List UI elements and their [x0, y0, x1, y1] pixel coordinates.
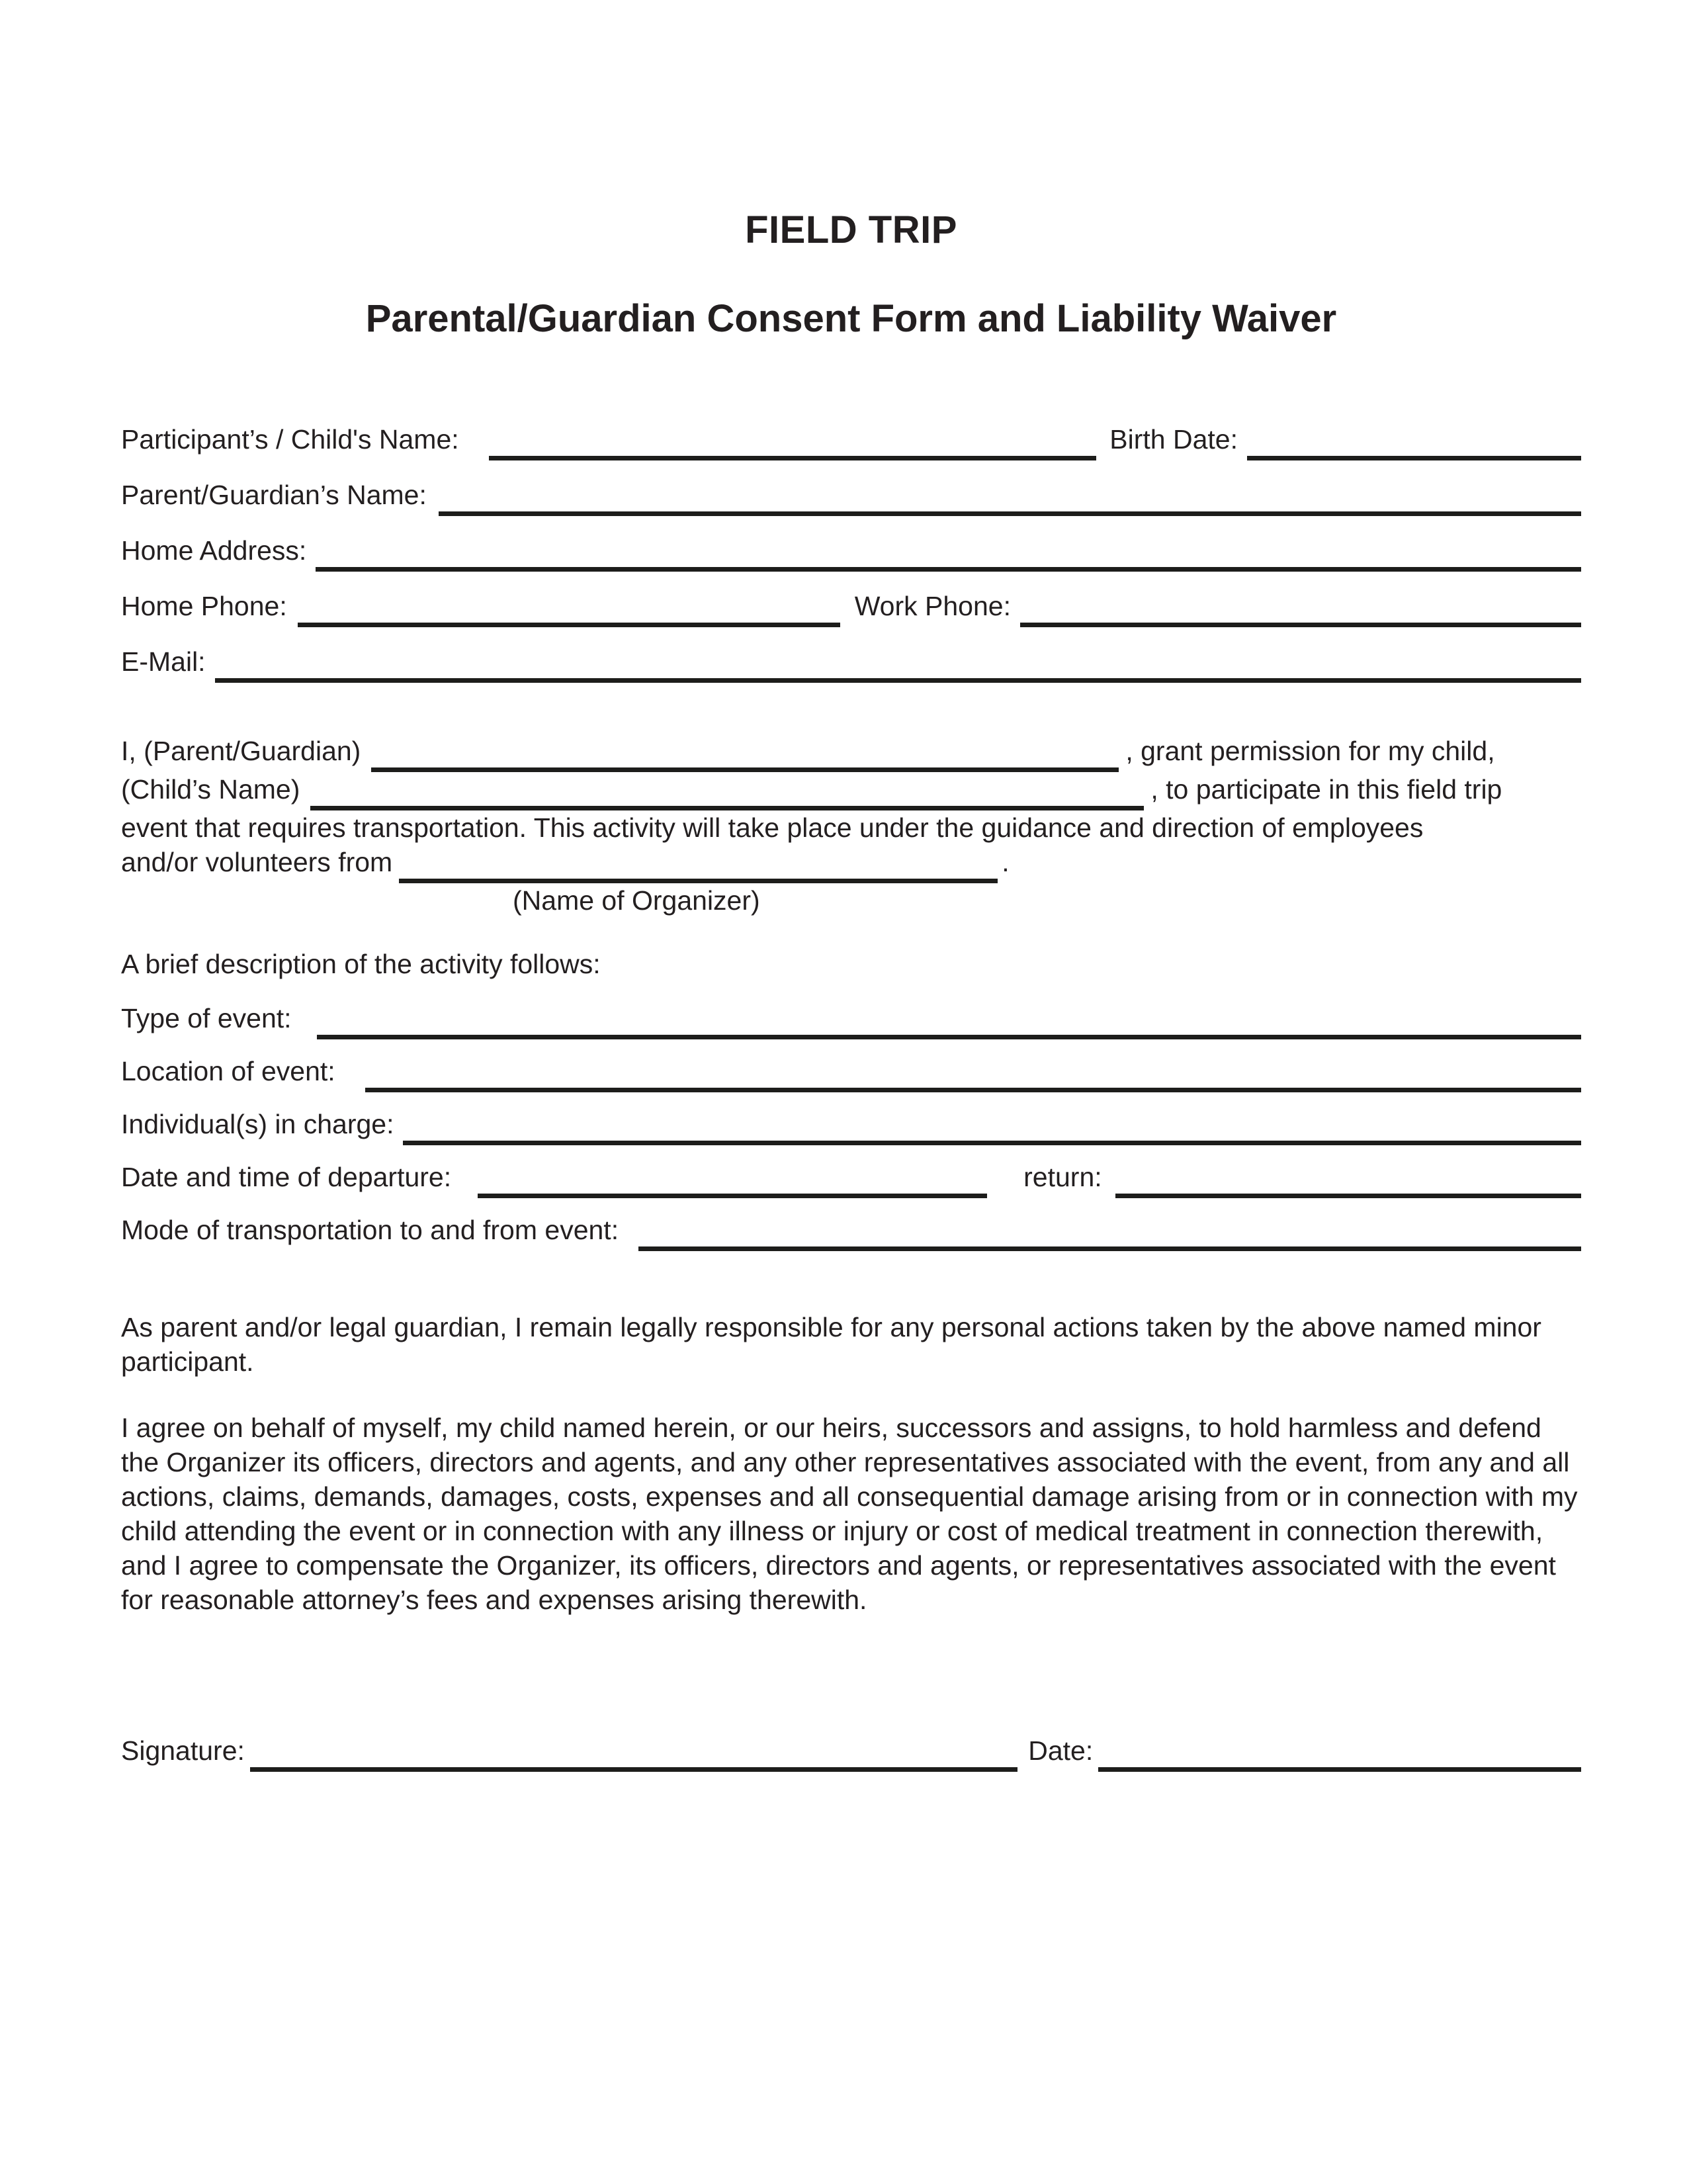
signature-row [121, 1723, 1581, 1778]
signature-label: Signature: [121, 1735, 245, 1766]
email-label: E-Mail: [121, 646, 206, 677]
date-label: Date: [1028, 1735, 1094, 1766]
permission-paragraph [121, 734, 1581, 918]
permission-line-1 [121, 734, 1581, 772]
individuals-in-charge-field[interactable] [403, 1141, 1581, 1145]
permission-line4-period: . [1002, 847, 1010, 877]
work-phone-label: Work Phone: [854, 591, 1011, 621]
home-phone-field[interactable] [298, 623, 840, 627]
home-phone-label: Home Phone: [121, 591, 287, 621]
signature-field[interactable] [250, 1767, 1017, 1772]
parent-name-row [121, 467, 1581, 523]
permission-line2-text-after: , to participate in this field trip [1150, 774, 1502, 805]
departure-return-row [121, 1151, 1581, 1203]
contact-fields-section [121, 412, 1581, 689]
birth-date-field[interactable] [1247, 456, 1581, 460]
email-field[interactable] [215, 678, 1581, 683]
participant-row [121, 412, 1581, 467]
form-subtitle: Parental/Guardian Consent Form and Liability Waiver [365, 297, 1337, 340]
date-field[interactable] [1098, 1767, 1581, 1772]
activity-fields-section [121, 992, 1581, 1256]
return-label: return: [1023, 1162, 1102, 1192]
permission-line-2 [121, 772, 1581, 810]
permission-line2-text: (Child’s Name) [121, 774, 300, 805]
child-name-blank[interactable] [310, 806, 1144, 810]
phones-row [121, 578, 1581, 634]
participant-name-label: Participant’s / Child's Name: [121, 424, 459, 455]
location-row [121, 1045, 1581, 1098]
type-of-event-label: Type of event: [121, 1003, 292, 1033]
permission-line1-text-after: , grant permission for my child, [1125, 736, 1495, 766]
guardian-name-blank[interactable] [371, 767, 1119, 772]
return-field[interactable] [1115, 1194, 1581, 1198]
home-address-row [121, 523, 1581, 578]
permission-line-3: event that requires transportation. This activity will take place under the guidance and direction of employees [121, 812, 1424, 843]
participant-name-field[interactable] [489, 456, 1097, 460]
location-field[interactable] [365, 1088, 1581, 1092]
transport-field[interactable] [638, 1246, 1581, 1251]
activity-intro: A brief description of the activity follows: [121, 949, 601, 979]
organizer-name-blank[interactable] [399, 879, 998, 883]
permission-line4-text: and/or volunteers from [121, 847, 393, 877]
permission-line1-text: I, (Parent/Guardian) [121, 736, 361, 766]
transport-label: Mode of transportation to and from event: [121, 1215, 619, 1245]
location-label: Location of event: [121, 1056, 335, 1086]
home-address-field[interactable] [316, 567, 1581, 572]
permission-line-4 [121, 845, 1581, 883]
work-phone-field[interactable] [1020, 623, 1581, 627]
responsibility-paragraph: As parent and/or legal guardian, I remain legally responsible for any personal actions taken by the above named minor participant. [121, 1312, 1541, 1377]
form-title: FIELD TRIP [745, 208, 957, 251]
parent-name-field[interactable] [439, 511, 1581, 516]
birth-date-label: Birth Date: [1109, 424, 1238, 455]
departure-field[interactable] [478, 1194, 987, 1198]
email-row [121, 634, 1581, 689]
signature-section [121, 1723, 1581, 1778]
transport-row [121, 1203, 1581, 1256]
type-of-event-row [121, 992, 1581, 1045]
individuals-in-charge-label: Individual(s) in charge: [121, 1109, 394, 1139]
parent-name-label: Parent/Guardian’s Name: [121, 480, 427, 510]
organizer-caption: (Name of Organizer) [513, 885, 760, 916]
type-of-event-field[interactable] [317, 1035, 1581, 1039]
waiver-paragraph: I agree on behalf of myself, my child named herein, or our heirs, successors and assigns, to hold harmless and defend the Organizer its officers, directors and agents, and any other representatives associated with the event, from any and all actions, claims, demands, damages, costs, expenses and all consequential damage arising from or in connection with my child attending the event or in connection with any illness or injury or cost of medical treatment in connection therewith, and I agree to compensate the Organizer, its officers, directors and agents, or representatives associated with the event for reasonable attorney’s fees and expenses arising therewith. [121, 1413, 1578, 1615]
home-address-label: Home Address: [121, 535, 307, 566]
individuals-row [121, 1098, 1581, 1151]
departure-label: Date and time of departure: [121, 1162, 452, 1192]
